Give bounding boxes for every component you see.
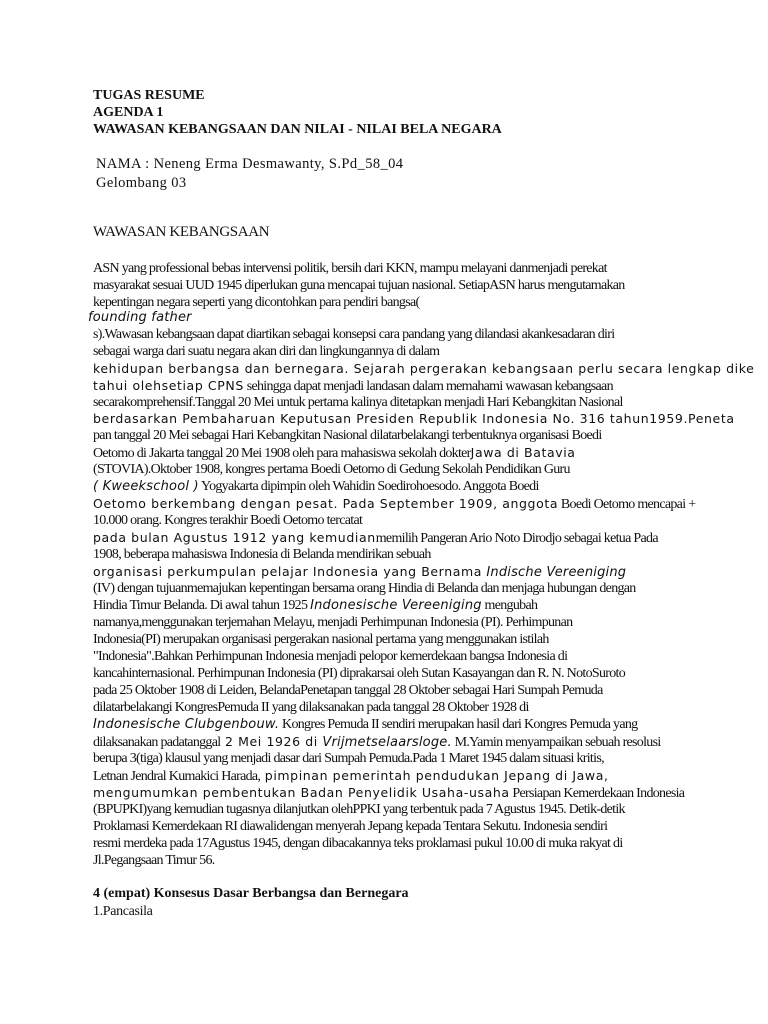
section-title: WAWASAN KEBANGSAAN bbox=[93, 224, 270, 240]
paragraph-line: kancahinternasional. Perhimpunan Indonesia (PI) diprakarsai oleh Sutan Kasayangan dan R. N. NotoSuroto bbox=[93, 666, 626, 681]
list-item: 1.Pancasila bbox=[93, 904, 153, 919]
paragraph-line: (IV) dengan tujuanmemajukan kepentingan bersama orang Hindia di Belanda dan menjaga hubungan dengan bbox=[93, 581, 636, 596]
text-run: Oetomo di Jakarta tanggal 20 Mei 1908 oleh para mahasiswa sekolah dokter bbox=[93, 446, 471, 461]
paragraph-line: dilatarbelakangi KongresPemuda II yang dilaksanakan pada tanggal 28 Oktober 1928 di bbox=[93, 700, 529, 715]
paragraph-line: 1908, beberapa mahasiswa Indonesia di Belanda mendirikan sebuah bbox=[93, 547, 431, 562]
text-run: Persiapan Kemerdekaan Indonesia bbox=[509, 786, 685, 801]
paragraph-line: 10.000 orang. Kongres terakhir Boedi Oetomo tercatat bbox=[93, 513, 363, 528]
paragraph-line bbox=[93, 378, 613, 395]
text-run: mengumumkan pembentukan Badan Penyelidik Usaha-usaha bbox=[93, 785, 510, 800]
paragraph-line: kehidupan berbangsa dan bernegara. Sejarah pergerakan kebangsaan perlu secara lengkap dike bbox=[93, 361, 755, 376]
paragraph-line bbox=[93, 768, 609, 785]
paragraph-line: pan tanggal 20 Mei sebagai Hari Kebangkitan Nasional dilatarbelakangi terbentuknya organisasi Boedi bbox=[93, 428, 602, 443]
text-run: Jawa di Batavia bbox=[470, 445, 576, 460]
italic-term: Indonesische Vereeniging bbox=[310, 598, 482, 613]
italic-term: Vrijmetselaarsloge. bbox=[322, 735, 452, 750]
doc-title-line-1: TUGAS RESUME bbox=[93, 88, 205, 103]
paragraph-line: sebagai warga dari suatu negara akan diri dan lingkungannya di dalam bbox=[93, 344, 440, 359]
paragraph-line: pada 25 Oktober 1908 di Leiden, BelandaPenetapan tanggal 28 Oktober sebagai Hari Sumpah Pemuda bbox=[93, 683, 603, 698]
text-run: M.Yamin menyampaikan sebuah resolusi bbox=[451, 735, 661, 750]
italic-term: Indonesische Clubgenbouw. bbox=[93, 717, 280, 732]
paragraph-line bbox=[93, 717, 637, 733]
text-run: memilih Pangeran Ario Noto Dirodjo sebagai ketua Pada bbox=[375, 531, 658, 546]
paragraph-line: ASN yang professional bebas intervensi politik, bersih dari KKN, mampu melayani danmenjadi perekat bbox=[93, 261, 607, 276]
paragraph-line: (BPUPKI)yang kemudian tugasnya dilanjutkan olehPPKI yang terbentuk pada 7 Agustus 1945. Detik-detik bbox=[93, 802, 625, 817]
paragraph-line bbox=[93, 479, 539, 495]
batch-number: Gelombang 03 bbox=[96, 175, 187, 191]
text-run: mengubah bbox=[481, 598, 538, 613]
text-run: sehingga dapat menjadi landasan dalam memahami wawasan kebangsaan bbox=[243, 379, 613, 394]
paragraph-line: secarakomprehensif.Tanggal 20 Mei untuk pertama kalinya ditetapkan menjadi Hari Kebangkitan Nasional bbox=[93, 395, 623, 410]
italic-term: Indische Vereeniging bbox=[482, 565, 627, 580]
text-run: Yogyakarta dipimpin oleh Wahidin Soedirohoesodo. Anggota Boedi bbox=[198, 479, 539, 494]
paragraph-line: "Indonesia".Bahkan Perhimpunan Indonesia menjadi pelopor kemerdekaan bangsa Indonesia di bbox=[93, 649, 568, 664]
paragraph-line: berdasarkan Pembaharuan Keputusan Presiden Republik Indonesia No. 316 tahun1959.Peneta bbox=[93, 411, 735, 426]
italic-term: ( Kweekschool ) bbox=[93, 479, 199, 494]
paragraph-line: s).Wawasan kebangsaan dapat diartikan sebagai konsepsi cara pandang yang dilandasi akankesadaran diri bbox=[93, 327, 615, 342]
text-run: Oetomo berkembang dengan pesat. Pada September 1909, anggota bbox=[93, 496, 559, 511]
paragraph-line: masyarakat sesuai UUD 1945 diperlukan guna mencapai tujuan nasional. SetiapASN harus mengutamakan bbox=[93, 278, 625, 293]
paragraph-line: resmi merdeka pada 17Agustus 1945, dengan dibacakannya teks proklamasi pukul 10.00 di muka rakyat di bbox=[93, 836, 623, 851]
doc-title-line-3: WAWASAN KEBANGSAAN DAN NILAI - NILAI BELA NEGARA bbox=[93, 122, 502, 137]
italic-term: founding father bbox=[88, 310, 192, 325]
paragraph-line: namanya,menggunakan terjemahan Melayu, menjadi Perhimpunan Indonesia (PI). Perhimpunan bbox=[93, 615, 573, 630]
text-run: organisasi perkumpulan pelajar Indonesia yang Bernama bbox=[93, 564, 483, 579]
paragraph-line bbox=[93, 734, 661, 751]
text-run: pimpinan pemerintah pendudukan Jepang di Jawa, bbox=[260, 768, 609, 783]
text-run: Kongres Pemuda II sendiri merupakan hasil dari Kongres Pemuda yang bbox=[279, 717, 638, 732]
paragraph-line: Indonesia(PI) merupakan organisasi pergerakan nasional pertama yang menggunakan istilah bbox=[93, 632, 549, 647]
text-run: tahui olehsetiap CPNS bbox=[93, 378, 244, 393]
paragraph-line bbox=[93, 785, 684, 802]
text-run: Boedi Oetomo mencapai + bbox=[558, 497, 696, 512]
text-run: Hindia Timur Belanda. Di awal tahun 1925 bbox=[93, 598, 311, 613]
paragraph-line: Jl.Pegangsaan Timur 56. bbox=[93, 853, 215, 868]
subsection-title: 4 (empat) Konsesus Dasar Berbangsa dan Bernegara bbox=[93, 886, 409, 901]
paragraph-line bbox=[93, 564, 626, 581]
paragraph-line bbox=[93, 445, 576, 462]
text-run: Letnan Jendral Kumakici Harada, bbox=[93, 769, 261, 784]
paragraph-line bbox=[93, 496, 695, 513]
paragraph-line bbox=[93, 598, 537, 614]
doc-title-line-2: AGENDA 1 bbox=[93, 105, 164, 120]
author-name: NAMA : Neneng Erma Desmawanty, S.Pd_58_04 bbox=[96, 156, 404, 172]
text-run: dilaksanakan padatanggal bbox=[93, 735, 221, 750]
paragraph-line: (STOVIA).Oktober 1908, kongres pertama Boedi Oetomo di Gedung Sekolah Pendidikan Guru bbox=[93, 462, 570, 477]
paragraph-line: berupa 3(tiga) klausul yang menjadi dasar dari Sumpah Pemuda.Pada 1 Maret 1945 dalam situasi kritis, bbox=[93, 751, 604, 766]
paragraph-line bbox=[93, 530, 658, 547]
paragraph-line: Proklamasi Kemerdekaan RI diawalidengan menyerah Jepang kepada Tentara Sekutu. Indonesia sendiri bbox=[93, 819, 608, 834]
paragraph-line: kepentingan negara seperti yang dicontohkan para pendiri bangsa( bbox=[93, 295, 420, 310]
text-run: 2 Mei 1926 di bbox=[220, 734, 323, 749]
text-run: pada bulan Agustus 1912 yang kemudian bbox=[93, 530, 376, 545]
